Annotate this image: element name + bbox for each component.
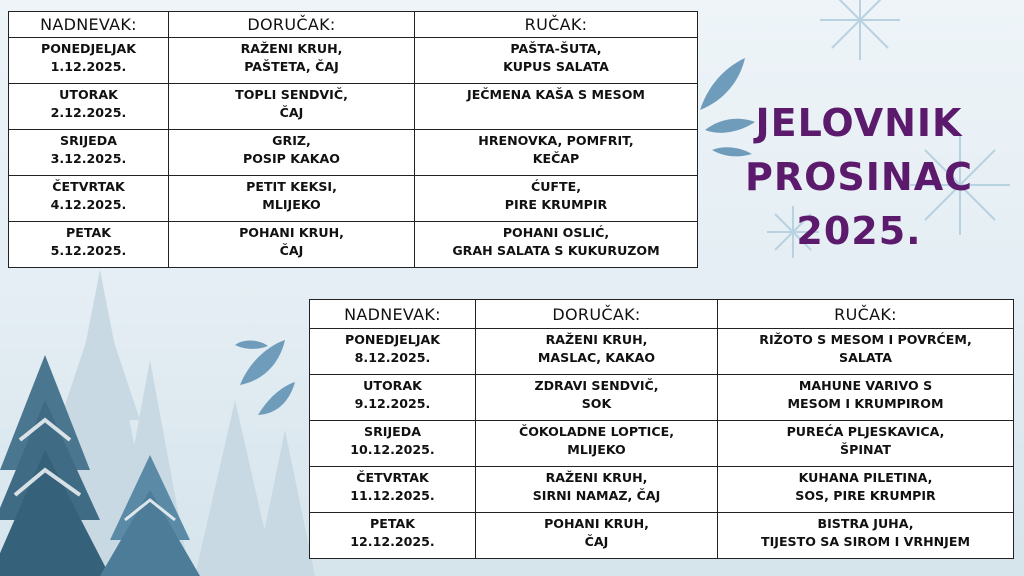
- lunch-cell: BISTRA JUHA, TIJESTO SA SIROM I VRHNJEM: [718, 513, 1014, 559]
- breakfast-cell: PETIT KEKSI, MLIJEKO: [169, 176, 415, 222]
- table-row: [310, 421, 1014, 467]
- breakfast-cell: TOPLI SENDVIČ, ČAJ: [169, 84, 415, 130]
- header-breakfast: DORUČAK:: [476, 300, 718, 329]
- breakfast-cell: RAŽENI KRUH, MASLAC, KAKAO: [476, 329, 718, 375]
- lunch-cell: ĆUFTE, PIRE KRUMPIR: [415, 176, 698, 222]
- date-cell: UTORAK 2.12.2025.: [9, 84, 169, 130]
- header-breakfast: DORUČAK:: [169, 12, 415, 38]
- table-row: [310, 467, 1014, 513]
- date-cell: PETAK 5.12.2025.: [9, 222, 169, 268]
- breakfast-cell: ČOKOLADNE LOPTICE, MLIJEKO: [476, 421, 718, 467]
- table-row: [9, 130, 698, 176]
- table-row: [9, 84, 698, 130]
- breakfast-cell: RAŽENI KRUH, PAŠTETA, ČAJ: [169, 38, 415, 84]
- lunch-cell: KUHANA PILETINA, SOS, PIRE KRUMPIR: [718, 467, 1014, 513]
- date-cell: SRIJEDA 3.12.2025.: [9, 130, 169, 176]
- table-row: [310, 513, 1014, 559]
- date-cell: PONEDJELJAK 8.12.2025.: [310, 329, 476, 375]
- lunch-cell: RIŽOTO S MESOM I POVRĆEM, SALATA: [718, 329, 1014, 375]
- lunch-cell: POHANI OSLIĆ, GRAH SALATA S KUKURUZOM: [415, 222, 698, 268]
- lunch-cell: PUREĆA PLJESKAVICA, ŠPINAT: [718, 421, 1014, 467]
- title-line-2: PROSINAC: [744, 155, 974, 199]
- table-row: [9, 38, 698, 84]
- header-date: NADNEVAK:: [9, 12, 169, 38]
- breakfast-cell: GRIZ, POSIP KAKAO: [169, 130, 415, 176]
- menu-title: [744, 96, 974, 258]
- title-line-3: 2025.: [796, 209, 922, 253]
- breakfast-cell: POHANI KRUH, ČAJ: [169, 222, 415, 268]
- lunch-cell: PAŠTA-ŠUTA, KUPUS SALATA: [415, 38, 698, 84]
- breakfast-cell: ZDRAVI SENDVIČ, SOK: [476, 375, 718, 421]
- date-cell: ČETVRTAK 11.12.2025.: [310, 467, 476, 513]
- date-cell: UTORAK 9.12.2025.: [310, 375, 476, 421]
- table-row: [310, 329, 1014, 375]
- title-line-1: JELOVNIK: [755, 101, 963, 145]
- lunch-cell: HRENOVKA, POMFRIT, KEČAP: [415, 130, 698, 176]
- date-cell: SRIJEDA 10.12.2025.: [310, 421, 476, 467]
- table-header-row: [9, 12, 698, 38]
- lunch-cell: MAHUNE VARIVO S MESOM I KRUMPIROM: [718, 375, 1014, 421]
- table-header-row: [310, 300, 1014, 329]
- table-row: [9, 176, 698, 222]
- table-row: [310, 375, 1014, 421]
- date-cell: PONEDJELJAK 1.12.2025.: [9, 38, 169, 84]
- header-lunch: RUČAK:: [415, 12, 698, 38]
- header-date: NADNEVAK:: [310, 300, 476, 329]
- date-cell: PETAK 12.12.2025.: [310, 513, 476, 559]
- table-row: [9, 222, 698, 268]
- menu-table-week-2: [309, 299, 1014, 559]
- date-cell: ČETVRTAK 4.12.2025.: [9, 176, 169, 222]
- lunch-cell: JEČMENA KAŠA S MESOM: [415, 84, 698, 130]
- breakfast-cell: POHANI KRUH, ČAJ: [476, 513, 718, 559]
- menu-table-week-1: [8, 11, 698, 268]
- breakfast-cell: RAŽENI KRUH, SIRNI NAMAZ, ČAJ: [476, 467, 718, 513]
- header-lunch: RUČAK:: [718, 300, 1014, 329]
